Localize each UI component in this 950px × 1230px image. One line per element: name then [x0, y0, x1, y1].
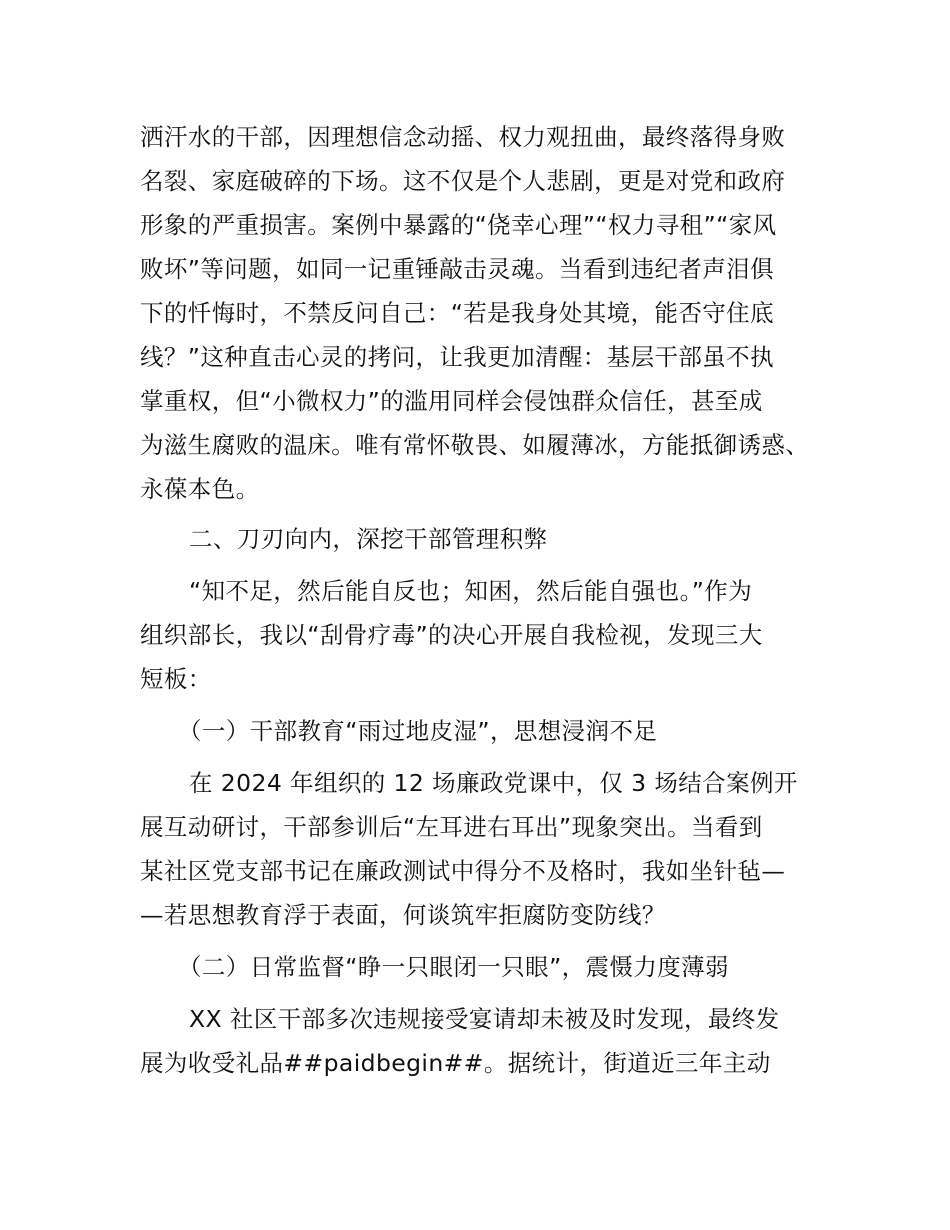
paragraph-line: 洒汗水的干部，因理想信念动摇、权力观扭曲，最终落得身败 — [140, 123, 786, 151]
section-heading: 二、刀刃向内，深挖干部管理积弊 — [189, 525, 548, 553]
paragraph-line: “知不足，然后能自反也；知困，然后能自强也。”作为 — [189, 577, 753, 605]
subsection-heading: （二）日常监督“睁一只眼闭一只眼”，震慑力度薄弱 — [178, 953, 729, 981]
paragraph-line: 为滋生腐败的温床。唯有常怀敬畏、如履薄冰，方能抵御诱惑、 — [140, 431, 810, 459]
paragraph-line: 展为收受礼品##paidbegin##。据统计，街道近三年主动 — [140, 1049, 771, 1077]
paragraph-line: 组织部长，我以“刮骨疗毒”的决心开展自我检视，发现三大 — [140, 621, 763, 649]
paragraph-line: 永葆本色。 — [140, 475, 260, 503]
paragraph-line: 某社区党支部书记在廉政测试中得分不及格时，我如坐针毡— — [140, 857, 786, 885]
paragraph-line: 名裂、家庭破碎的下场。这不仅是个人悲剧，更是对党和政府 — [140, 167, 786, 195]
paragraph-line: 在 2024 年组织的 12 场廉政党课中，仅 3 场结合案例开 — [189, 769, 798, 797]
paragraph-line: 短板： — [140, 665, 212, 693]
paragraph-line: XX 社区干部多次违规接受宴请却未被及时发现，最终发 — [189, 1005, 780, 1033]
paragraph-line: 形象的严重损害。案例中暴露的“侥幸心理”“权力寻租”“家风 — [140, 211, 777, 239]
paragraph-line: —若思想教育浮于表面，何谈筑牢拒腐防变防线？ — [140, 901, 666, 929]
paragraph-line: 下的忏悔时，不禁反问自己：“若是我身处其境，能否守住底 — [140, 299, 774, 327]
paragraph-line: 线？”这种直击心灵的拷问，让我更加清醒：基层干部虽不执 — [140, 343, 774, 371]
paragraph-line: 败坏”等问题，如同一记重锤敲击灵魂。当看到违纪者声泪俱 — [140, 255, 774, 283]
subsection-heading: （一）干部教育“雨过地皮湿”，思想浸润不足 — [178, 717, 658, 745]
paragraph-line: 掌重权，但“小微权力”的滥用同样会侵蚀群众信任，甚至成 — [140, 387, 763, 415]
paragraph-line: 展互动研讨，干部参训后“左耳进右耳出”现象突出。当看到 — [140, 813, 763, 841]
